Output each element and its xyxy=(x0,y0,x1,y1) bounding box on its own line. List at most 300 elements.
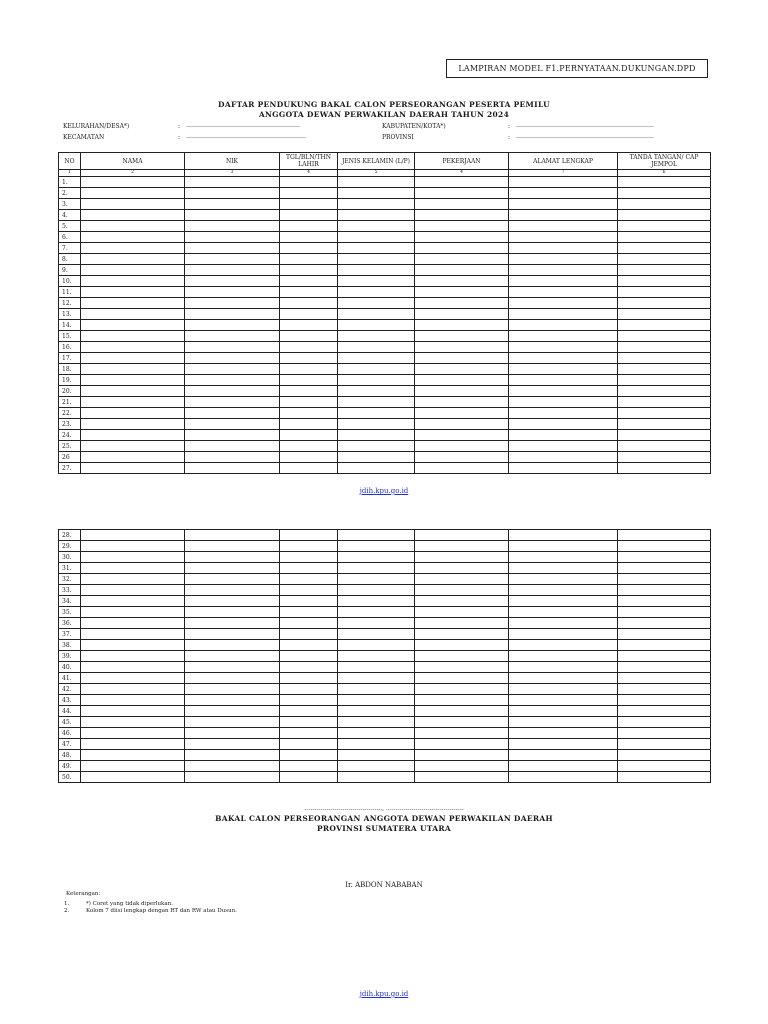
table-cell[interactable] xyxy=(618,739,711,750)
table-cell[interactable] xyxy=(509,750,618,761)
table-cell[interactable] xyxy=(280,552,338,563)
table-cell[interactable] xyxy=(415,662,509,673)
table-cell[interactable] xyxy=(81,375,185,386)
table-cell[interactable] xyxy=(509,574,618,585)
table-cell[interactable] xyxy=(338,298,415,309)
table-cell[interactable] xyxy=(185,276,280,287)
table-cell[interactable] xyxy=(618,640,711,651)
table-cell[interactable] xyxy=(280,309,338,320)
table-cell[interactable] xyxy=(338,353,415,364)
table-cell[interactable] xyxy=(509,463,618,474)
table-cell[interactable] xyxy=(81,662,185,673)
table-cell[interactable] xyxy=(81,243,185,254)
table-cell[interactable] xyxy=(509,530,618,541)
table-cell[interactable] xyxy=(618,364,711,375)
table-cell[interactable] xyxy=(415,530,509,541)
table-cell[interactable] xyxy=(338,408,415,419)
table-cell[interactable] xyxy=(280,772,338,783)
table-cell[interactable] xyxy=(81,574,185,585)
table-cell[interactable] xyxy=(81,430,185,441)
table-cell[interactable] xyxy=(618,441,711,452)
table-cell[interactable] xyxy=(81,331,185,342)
table-cell[interactable] xyxy=(280,684,338,695)
table-cell[interactable] xyxy=(81,563,185,574)
table-cell[interactable] xyxy=(509,728,618,739)
table-cell[interactable] xyxy=(81,232,185,243)
table-cell[interactable] xyxy=(185,309,280,320)
table-cell[interactable] xyxy=(185,585,280,596)
table-cell[interactable] xyxy=(415,342,509,353)
table-cell[interactable] xyxy=(509,331,618,342)
table-cell[interactable] xyxy=(415,177,509,188)
table-cell[interactable] xyxy=(415,210,509,221)
table-cell[interactable] xyxy=(415,772,509,783)
table-cell[interactable] xyxy=(81,629,185,640)
table-cell[interactable] xyxy=(81,419,185,430)
table-cell[interactable] xyxy=(185,750,280,761)
table-cell[interactable] xyxy=(509,386,618,397)
table-cell[interactable] xyxy=(618,177,711,188)
table-cell[interactable] xyxy=(280,430,338,441)
table-cell[interactable] xyxy=(509,761,618,772)
table-cell[interactable] xyxy=(415,463,509,474)
table-cell[interactable] xyxy=(338,728,415,739)
table-cell[interactable] xyxy=(415,221,509,232)
table-cell[interactable] xyxy=(185,452,280,463)
table-cell[interactable] xyxy=(280,452,338,463)
table-cell[interactable] xyxy=(185,331,280,342)
table-cell[interactable] xyxy=(81,320,185,331)
table-cell[interactable] xyxy=(185,430,280,441)
table-cell[interactable] xyxy=(280,750,338,761)
table-cell[interactable] xyxy=(415,441,509,452)
table-cell[interactable] xyxy=(509,563,618,574)
table-cell[interactable] xyxy=(185,629,280,640)
table-cell[interactable] xyxy=(185,188,280,199)
table-cell[interactable] xyxy=(338,265,415,276)
table-cell[interactable] xyxy=(280,221,338,232)
table-cell[interactable] xyxy=(415,276,509,287)
table-cell[interactable] xyxy=(618,750,711,761)
table-cell[interactable] xyxy=(415,397,509,408)
table-cell[interactable] xyxy=(338,232,415,243)
table-cell[interactable] xyxy=(81,541,185,552)
table-cell[interactable] xyxy=(509,221,618,232)
table-cell[interactable] xyxy=(338,695,415,706)
table-cell[interactable] xyxy=(338,309,415,320)
table-cell[interactable] xyxy=(280,463,338,474)
table-cell[interactable] xyxy=(509,210,618,221)
table-cell[interactable] xyxy=(185,552,280,563)
table-cell[interactable] xyxy=(415,331,509,342)
table-cell[interactable] xyxy=(81,397,185,408)
table-cell[interactable] xyxy=(185,243,280,254)
table-cell[interactable] xyxy=(618,463,711,474)
table-cell[interactable] xyxy=(185,199,280,210)
table-cell[interactable] xyxy=(338,210,415,221)
table-cell[interactable] xyxy=(81,772,185,783)
table-cell[interactable] xyxy=(509,695,618,706)
table-cell[interactable] xyxy=(618,541,711,552)
table-cell[interactable] xyxy=(280,243,338,254)
table-cell[interactable] xyxy=(280,596,338,607)
table-cell[interactable] xyxy=(415,243,509,254)
table-cell[interactable] xyxy=(280,375,338,386)
table-cell[interactable] xyxy=(185,364,280,375)
table-cell[interactable] xyxy=(81,706,185,717)
table-cell[interactable] xyxy=(618,254,711,265)
table-cell[interactable] xyxy=(338,287,415,298)
table-cell[interactable] xyxy=(415,452,509,463)
table-cell[interactable] xyxy=(509,276,618,287)
table-cell[interactable] xyxy=(338,750,415,761)
table-cell[interactable] xyxy=(509,265,618,276)
table-cell[interactable] xyxy=(415,541,509,552)
table-cell[interactable] xyxy=(415,640,509,651)
table-cell[interactable] xyxy=(509,364,618,375)
table-cell[interactable] xyxy=(280,706,338,717)
table-cell[interactable] xyxy=(415,750,509,761)
table-cell[interactable] xyxy=(185,408,280,419)
table-cell[interactable] xyxy=(280,298,338,309)
table-cell[interactable] xyxy=(415,728,509,739)
table-cell[interactable] xyxy=(618,728,711,739)
table-cell[interactable] xyxy=(415,739,509,750)
table-cell[interactable] xyxy=(185,673,280,684)
table-cell[interactable] xyxy=(415,287,509,298)
table-cell[interactable] xyxy=(415,563,509,574)
table-cell[interactable] xyxy=(185,618,280,629)
table-cell[interactable] xyxy=(618,651,711,662)
table-cell[interactable] xyxy=(185,541,280,552)
table-cell[interactable] xyxy=(338,684,415,695)
table-cell[interactable] xyxy=(415,254,509,265)
table-cell[interactable] xyxy=(81,408,185,419)
table-cell[interactable] xyxy=(415,364,509,375)
table-cell[interactable] xyxy=(618,717,711,728)
table-cell[interactable] xyxy=(280,386,338,397)
table-cell[interactable] xyxy=(509,287,618,298)
table-cell[interactable] xyxy=(81,298,185,309)
table-cell[interactable] xyxy=(509,618,618,629)
table-cell[interactable] xyxy=(81,673,185,684)
table-cell[interactable] xyxy=(185,177,280,188)
table-cell[interactable] xyxy=(280,541,338,552)
table-cell[interactable] xyxy=(415,419,509,430)
table-cell[interactable] xyxy=(81,739,185,750)
table-cell[interactable] xyxy=(415,375,509,386)
table-cell[interactable] xyxy=(338,563,415,574)
table-cell[interactable] xyxy=(338,364,415,375)
table-cell[interactable] xyxy=(280,761,338,772)
table-cell[interactable] xyxy=(81,210,185,221)
table-cell[interactable] xyxy=(415,298,509,309)
table-cell[interactable] xyxy=(280,618,338,629)
table-cell[interactable] xyxy=(280,530,338,541)
table-cell[interactable] xyxy=(280,651,338,662)
table-cell[interactable] xyxy=(618,199,711,210)
table-cell[interactable] xyxy=(280,342,338,353)
table-cell[interactable] xyxy=(185,463,280,474)
table-cell[interactable] xyxy=(509,706,618,717)
table-cell[interactable] xyxy=(415,199,509,210)
table-cell[interactable] xyxy=(185,662,280,673)
table-cell[interactable] xyxy=(618,452,711,463)
table-cell[interactable] xyxy=(280,353,338,364)
table-cell[interactable] xyxy=(509,607,618,618)
table-cell[interactable] xyxy=(415,386,509,397)
table-cell[interactable] xyxy=(185,287,280,298)
table-cell[interactable] xyxy=(618,243,711,254)
table-cell[interactable] xyxy=(618,618,711,629)
jdih-link-bottom[interactable]: jdih.kpu.go.id xyxy=(359,990,409,998)
table-cell[interactable] xyxy=(185,772,280,783)
table-cell[interactable] xyxy=(509,342,618,353)
table-cell[interactable] xyxy=(509,552,618,563)
table-cell[interactable] xyxy=(415,618,509,629)
table-cell[interactable] xyxy=(185,353,280,364)
table-cell[interactable] xyxy=(185,717,280,728)
table-cell[interactable] xyxy=(185,298,280,309)
table-cell[interactable] xyxy=(415,607,509,618)
table-cell[interactable] xyxy=(338,452,415,463)
table-cell[interactable] xyxy=(415,651,509,662)
table-cell[interactable] xyxy=(338,199,415,210)
table-cell[interactable] xyxy=(509,419,618,430)
table-cell[interactable] xyxy=(280,331,338,342)
table-cell[interactable] xyxy=(338,386,415,397)
table-cell[interactable] xyxy=(280,177,338,188)
table-cell[interactable] xyxy=(280,662,338,673)
table-cell[interactable] xyxy=(618,662,711,673)
table-cell[interactable] xyxy=(81,684,185,695)
table-cell[interactable] xyxy=(509,408,618,419)
table-cell[interactable] xyxy=(81,695,185,706)
table-cell[interactable] xyxy=(509,375,618,386)
table-cell[interactable] xyxy=(618,331,711,342)
table-cell[interactable] xyxy=(185,695,280,706)
table-cell[interactable] xyxy=(415,673,509,684)
table-cell[interactable] xyxy=(509,673,618,684)
table-cell[interactable] xyxy=(338,397,415,408)
table-cell[interactable] xyxy=(280,640,338,651)
table-cell[interactable] xyxy=(185,640,280,651)
table-cell[interactable] xyxy=(618,695,711,706)
table-cell[interactable] xyxy=(509,596,618,607)
table-cell[interactable] xyxy=(280,563,338,574)
table-cell[interactable] xyxy=(280,739,338,750)
table-cell[interactable] xyxy=(81,728,185,739)
table-cell[interactable] xyxy=(338,673,415,684)
table-cell[interactable] xyxy=(509,772,618,783)
table-cell[interactable] xyxy=(509,177,618,188)
table-cell[interactable] xyxy=(338,629,415,640)
table-cell[interactable] xyxy=(338,772,415,783)
table-cell[interactable] xyxy=(509,662,618,673)
table-cell[interactable] xyxy=(81,309,185,320)
table-cell[interactable] xyxy=(509,397,618,408)
table-cell[interactable] xyxy=(81,287,185,298)
table-cell[interactable] xyxy=(618,309,711,320)
table-cell[interactable] xyxy=(618,287,711,298)
table-cell[interactable] xyxy=(338,574,415,585)
table-cell[interactable] xyxy=(618,221,711,232)
table-cell[interactable] xyxy=(415,717,509,728)
table-cell[interactable] xyxy=(618,563,711,574)
table-cell[interactable] xyxy=(81,188,185,199)
table-cell[interactable] xyxy=(509,254,618,265)
table-cell[interactable] xyxy=(185,607,280,618)
table-cell[interactable] xyxy=(618,706,711,717)
table-cell[interactable] xyxy=(509,243,618,254)
table-cell[interactable] xyxy=(185,739,280,750)
table-cell[interactable] xyxy=(185,375,280,386)
table-cell[interactable] xyxy=(338,651,415,662)
table-cell[interactable] xyxy=(618,772,711,783)
table-cell[interactable] xyxy=(280,397,338,408)
table-cell[interactable] xyxy=(509,232,618,243)
table-cell[interactable] xyxy=(185,761,280,772)
table-cell[interactable] xyxy=(185,574,280,585)
table-cell[interactable] xyxy=(415,596,509,607)
table-cell[interactable] xyxy=(509,717,618,728)
table-cell[interactable] xyxy=(618,552,711,563)
table-cell[interactable] xyxy=(280,364,338,375)
table-cell[interactable] xyxy=(618,188,711,199)
table-cell[interactable] xyxy=(185,254,280,265)
table-cell[interactable] xyxy=(618,320,711,331)
table-cell[interactable] xyxy=(185,419,280,430)
table-cell[interactable] xyxy=(338,188,415,199)
table-cell[interactable] xyxy=(415,585,509,596)
table-cell[interactable] xyxy=(338,607,415,618)
table-cell[interactable] xyxy=(185,221,280,232)
table-cell[interactable] xyxy=(81,221,185,232)
table-cell[interactable] xyxy=(415,353,509,364)
table-cell[interactable] xyxy=(280,728,338,739)
table-cell[interactable] xyxy=(185,441,280,452)
table-cell[interactable] xyxy=(81,254,185,265)
table-cell[interactable] xyxy=(280,408,338,419)
table-cell[interactable] xyxy=(81,265,185,276)
table-cell[interactable] xyxy=(280,441,338,452)
table-cell[interactable] xyxy=(81,585,185,596)
table-cell[interactable] xyxy=(338,618,415,629)
table-cell[interactable] xyxy=(185,210,280,221)
table-cell[interactable] xyxy=(280,574,338,585)
table-cell[interactable] xyxy=(618,574,711,585)
table-cell[interactable] xyxy=(81,651,185,662)
table-cell[interactable] xyxy=(280,717,338,728)
table-cell[interactable] xyxy=(509,452,618,463)
table-cell[interactable] xyxy=(618,761,711,772)
table-cell[interactable] xyxy=(81,596,185,607)
table-cell[interactable] xyxy=(618,684,711,695)
table-cell[interactable] xyxy=(415,430,509,441)
table-cell[interactable] xyxy=(81,552,185,563)
table-cell[interactable] xyxy=(618,265,711,276)
table-cell[interactable] xyxy=(338,717,415,728)
table-cell[interactable] xyxy=(280,210,338,221)
table-cell[interactable] xyxy=(618,607,711,618)
table-cell[interactable] xyxy=(415,309,509,320)
table-cell[interactable] xyxy=(81,199,185,210)
table-cell[interactable] xyxy=(338,552,415,563)
table-cell[interactable] xyxy=(509,199,618,210)
table-cell[interactable] xyxy=(618,353,711,364)
table-cell[interactable] xyxy=(280,265,338,276)
table-cell[interactable] xyxy=(81,607,185,618)
table-cell[interactable] xyxy=(618,276,711,287)
table-cell[interactable] xyxy=(338,221,415,232)
table-cell[interactable] xyxy=(618,629,711,640)
table-cell[interactable] xyxy=(509,188,618,199)
table-cell[interactable] xyxy=(415,265,509,276)
table-cell[interactable] xyxy=(280,276,338,287)
table-cell[interactable] xyxy=(81,452,185,463)
table-cell[interactable] xyxy=(618,342,711,353)
table-cell[interactable] xyxy=(81,353,185,364)
table-cell[interactable] xyxy=(618,596,711,607)
table-cell[interactable] xyxy=(81,463,185,474)
table-cell[interactable] xyxy=(280,695,338,706)
table-cell[interactable] xyxy=(185,728,280,739)
table-cell[interactable] xyxy=(338,463,415,474)
table-cell[interactable] xyxy=(185,596,280,607)
table-cell[interactable] xyxy=(280,287,338,298)
table-cell[interactable] xyxy=(338,739,415,750)
table-cell[interactable] xyxy=(415,695,509,706)
table-cell[interactable] xyxy=(280,254,338,265)
table-cell[interactable] xyxy=(618,408,711,419)
table-cell[interactable] xyxy=(338,441,415,452)
jdih-link[interactable]: jdih.kpu.go.id xyxy=(359,487,409,495)
table-cell[interactable] xyxy=(81,386,185,397)
table-cell[interactable] xyxy=(618,530,711,541)
table-cell[interactable] xyxy=(509,309,618,320)
table-cell[interactable] xyxy=(81,364,185,375)
table-cell[interactable] xyxy=(618,673,711,684)
table-cell[interactable] xyxy=(415,320,509,331)
table-cell[interactable] xyxy=(81,177,185,188)
table-cell[interactable] xyxy=(338,662,415,673)
table-cell[interactable] xyxy=(81,750,185,761)
table-cell[interactable] xyxy=(618,419,711,430)
table-cell[interactable] xyxy=(415,684,509,695)
table-cell[interactable] xyxy=(509,684,618,695)
table-cell[interactable] xyxy=(280,419,338,430)
table-cell[interactable] xyxy=(338,596,415,607)
table-cell[interactable] xyxy=(338,761,415,772)
table-cell[interactable] xyxy=(185,651,280,662)
table-cell[interactable] xyxy=(338,541,415,552)
table-cell[interactable] xyxy=(338,530,415,541)
table-cell[interactable] xyxy=(338,585,415,596)
table-cell[interactable] xyxy=(618,397,711,408)
table-cell[interactable] xyxy=(618,210,711,221)
table-cell[interactable] xyxy=(81,640,185,651)
table-cell[interactable] xyxy=(81,618,185,629)
table-cell[interactable] xyxy=(338,706,415,717)
table-cell[interactable] xyxy=(338,419,415,430)
table-cell[interactable] xyxy=(185,265,280,276)
table-cell[interactable] xyxy=(618,585,711,596)
table-cell[interactable] xyxy=(509,320,618,331)
table-cell[interactable] xyxy=(509,651,618,662)
table-cell[interactable] xyxy=(185,706,280,717)
table-cell[interactable] xyxy=(338,640,415,651)
table-cell[interactable] xyxy=(81,530,185,541)
